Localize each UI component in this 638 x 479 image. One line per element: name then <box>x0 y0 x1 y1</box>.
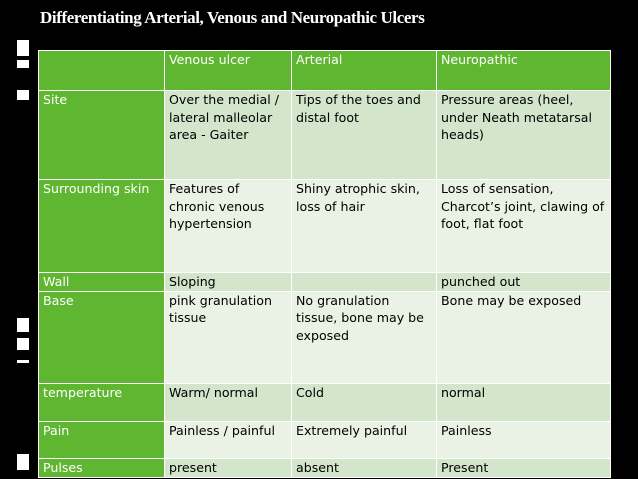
table-row <box>39 291 611 383</box>
table-cell: pink granulation tissue <box>165 291 292 383</box>
table-cell: Sloping <box>165 273 292 292</box>
table-cell: punched out <box>437 273 611 292</box>
table-cell: normal <box>437 383 611 421</box>
header-arterial: Arterial <box>292 51 437 91</box>
table-row <box>39 383 611 421</box>
table-cell: Features of chronic venous hypertension <box>165 180 292 273</box>
header-venous: Venous ulcer <box>165 51 292 91</box>
table-cell: Tips of the toes and distal foot <box>292 91 437 180</box>
table-header-row <box>39 51 611 91</box>
table-cell: No granulation tissue, bone may be exposed <box>292 291 437 383</box>
table-row <box>39 180 611 273</box>
table-cell: absent <box>292 458 437 477</box>
decoration-bar <box>17 360 29 363</box>
header-neuropathic: Neuropathic <box>437 51 611 91</box>
table-cell: Pressure areas (heel, under Neath metatarsal heads) <box>437 91 611 180</box>
row-label-pain: Pain <box>39 421 165 458</box>
table-cell: Present <box>437 458 611 477</box>
table-row <box>39 273 611 292</box>
row-label-site: Site <box>39 91 165 180</box>
decoration-bar <box>17 454 29 470</box>
decoration-bar <box>17 338 29 350</box>
decoration-bar <box>17 60 29 68</box>
row-label-base: Base <box>39 291 165 383</box>
table-cell: Warm/ normal <box>165 383 292 421</box>
decoration-bar <box>17 40 29 56</box>
row-label-temperature: temperature <box>39 383 165 421</box>
table-cell: Shiny atrophic skin, loss of hair <box>292 180 437 273</box>
row-label-surrounding-skin: Surrounding skin <box>39 180 165 273</box>
table-cell: Loss of sensation, Charcot’s joint, clawing of foot, flat foot <box>437 180 611 273</box>
ulcer-comparison-table <box>38 50 611 478</box>
table-cell <box>292 273 437 292</box>
table-cell: Over the medial / lateral malleolar area - Gaiter <box>165 91 292 180</box>
table-cell: Extremely painful <box>292 421 437 458</box>
header-empty-cell <box>39 51 165 91</box>
table-cell: Painless / painful <box>165 421 292 458</box>
table-cell: present <box>165 458 292 477</box>
table-row <box>39 458 611 477</box>
ulcer-comparison-table-wrapper <box>38 50 610 476</box>
table-cell: Bone may be exposed <box>437 291 611 383</box>
row-label-pulses: Pulses <box>39 458 165 477</box>
table-row <box>39 421 611 458</box>
decoration-bar <box>17 90 29 100</box>
table-cell: Cold <box>292 383 437 421</box>
decoration-bar <box>17 318 29 332</box>
slide-title: Differentiating Arterial, Venous and Neuropathic Ulcers <box>40 8 425 27</box>
table-cell: Painless <box>437 421 611 458</box>
table-row <box>39 91 611 180</box>
row-label-wall: Wall <box>39 273 165 292</box>
